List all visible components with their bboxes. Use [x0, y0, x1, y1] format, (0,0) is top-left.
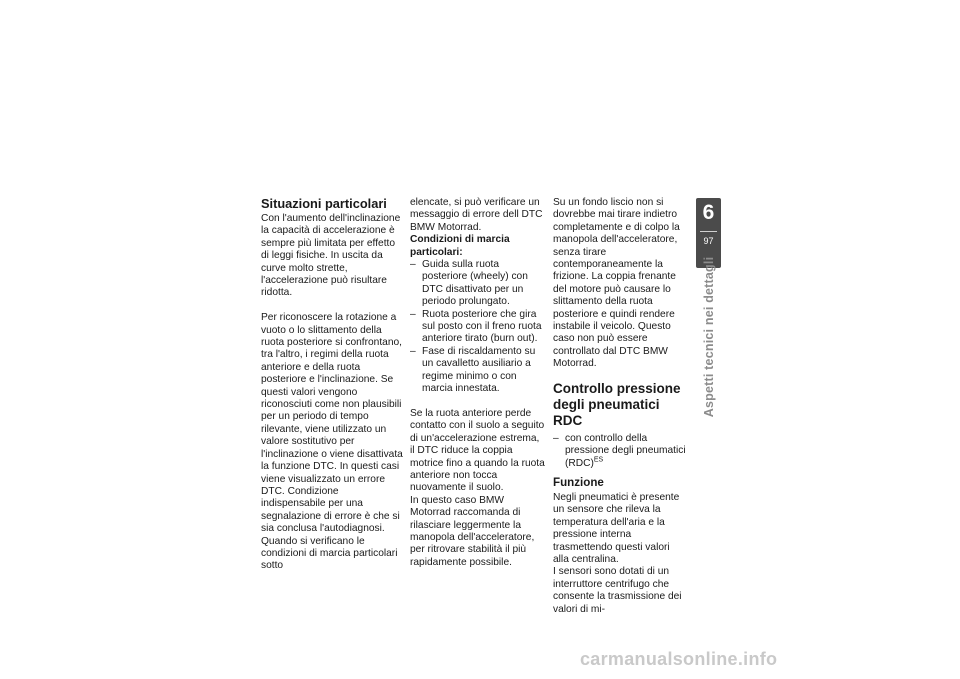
list-item: – Ruota posteriore che gira sul posto con il freno ruota anteriore tirato (burn out). [410, 309, 546, 346]
paragraph: Quando si verificano le condizioni di marcia particolari sotto [261, 535, 398, 572]
watermark: carmanualsonline.info [580, 649, 778, 669]
paragraph: I sensori sono dotati di un interruttore centrifugo che consente la trasmissione dei valori di mi- [553, 566, 682, 615]
list-item-text: con controllo della pressione degli pneumatici (RDC) [565, 432, 686, 469]
page-number: 97 [703, 236, 714, 246]
paragraph: Su un fondo liscio non si dovrebbe mai tirare indietro completamente e di colpo la manopola dell'acceleratore, senza tirare contemporaneamente la frizione. La coppia frenante del motore può causare lo slittamento della ruota posteriore e quindi rendere instabile il veicolo. Questo caso non può essere controllato dal DTC BMW Motorrad. [553, 197, 680, 370]
paragraph: elencate, si può verificare un messaggio di errore dell DTC BMW Motorrad. [410, 197, 543, 233]
subsection-title-funzione: Funzione [553, 475, 604, 489]
chapter-number: 6 [702, 201, 715, 224]
section-title-rdc: Controllo pressione degli pneumatici RDC [553, 380, 681, 428]
list-item [553, 433, 688, 470]
section-title-situazioni: Situazioni particolari [261, 196, 387, 211]
paragraph: Con l'aumento dell'inclinazione la capacità di accelerazione è sempre più limitata per effetto di leggi fisiche. In uscita da curve molto strette, l'accelerazione può risultare ridotta. [261, 213, 401, 299]
chapter-side-label: Aspetti tecnici nei dettagli [702, 256, 716, 418]
column-2 [410, 197, 546, 569]
tab-divider [700, 231, 717, 232]
paragraph: Per riconoscere la rotazione a vuoto o lo slittamento della ruota posteriore si confrontano, tra l'altro, i regimi della ruota anteriore e della ruota posteriore e l'inclinazione. Se questi valori vengono riconosciuti come non plausibili per un periodo di tempo rilevante, viene utilizzato un valore sostitutivo per l'inclinazione o viene disattivata la funzione DTC. In questi casi viene visualizzato un errore DTC. Condizione indispensabile per una segnalazione di errore è che si sia conclusa l'autodiagnosi. [261, 312, 403, 535]
column-1 [261, 196, 403, 573]
option-code: ES [593, 456, 604, 464]
list-item: – Fase di riscaldamento su un cavalletto ausiliario a regime minimo o con marcia innestata. [410, 346, 546, 396]
paragraph: Negli pneumatici è presente un sensore che rileva la temperatura dell'aria e la pressione interna trasmettendo questi valori alla centralina. [553, 491, 680, 565]
subtitle-condizioni: Condizioni di marcia particolari: [410, 234, 510, 258]
paragraph: In questo caso BMW Motorrad raccomanda di rilasciare leggermente la manopola dell'acceleratore, per ritrovare stabilità il più rapidamente possibile. [410, 494, 535, 568]
column-3 [553, 197, 688, 616]
paragraph: Se la ruota anteriore perde contatto con il suolo a seguito di un'accelerazione estrema, il DTC riduce la coppia motrice fino a quando la ruota anteriore non tocca nuovamente il suolo. [410, 407, 545, 494]
list-item: – Guida sulla ruota posteriore (wheely) con DTC disattivato per un periodo prolungato. [410, 259, 546, 309]
condition-list [410, 259, 546, 395]
rdc-list [553, 433, 688, 470]
